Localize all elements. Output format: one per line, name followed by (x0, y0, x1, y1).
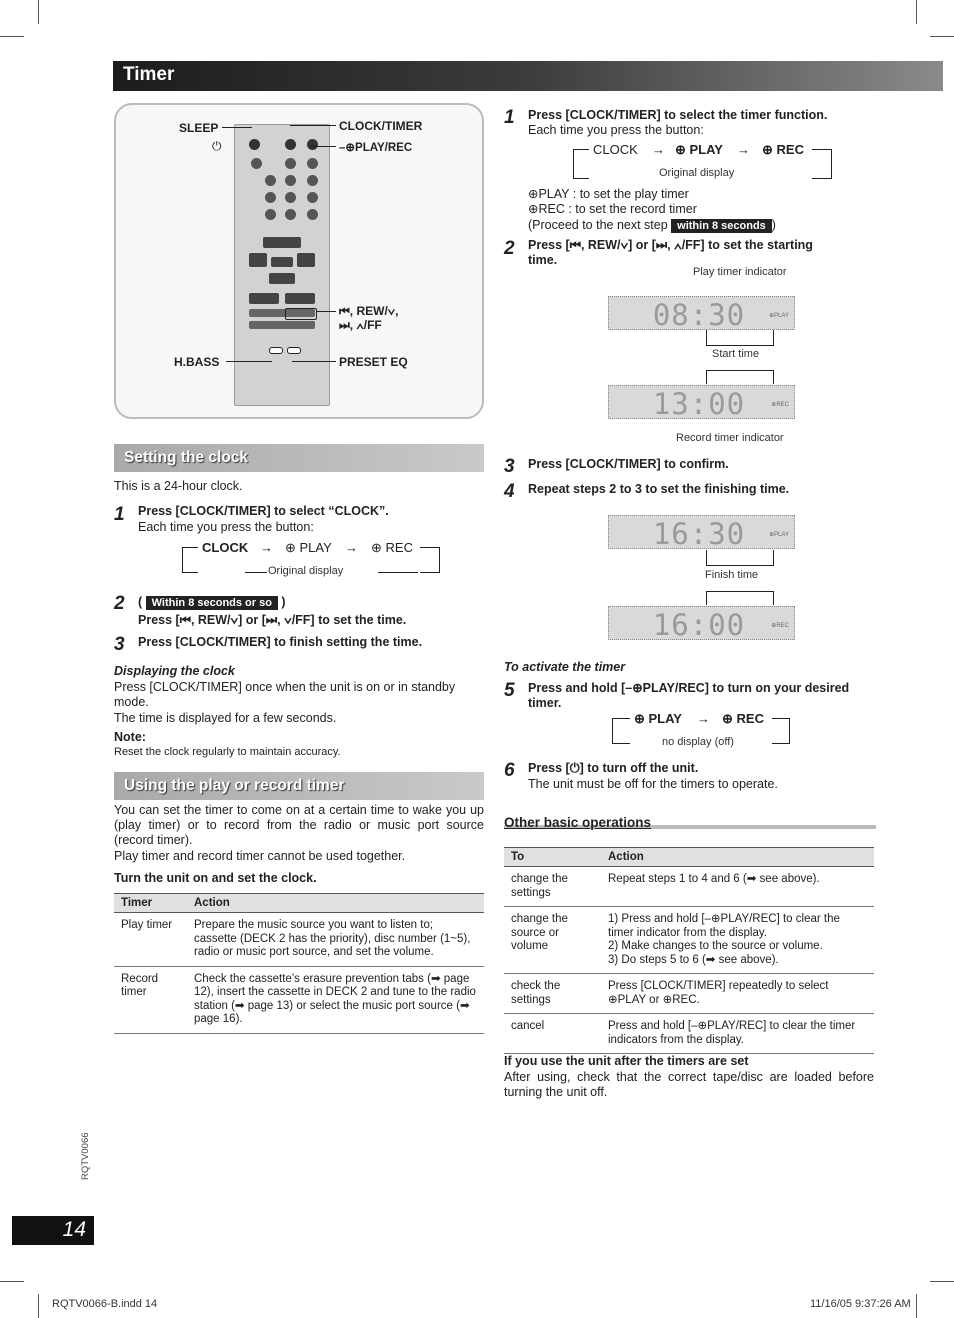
finish-time-label: Finish time (705, 569, 759, 581)
within-8-seconds-chip: within 8 seconds (671, 219, 772, 233)
clock-step2-instruction: Press [⏮, REW/∨] or [⏭, ∨/FF] to set the time. (138, 613, 407, 627)
note-text: Reset the clock regularly to maintain accuracy. (114, 746, 341, 758)
crop-mark (38, 0, 39, 24)
power-button-icon (249, 139, 260, 150)
cycle-clock: CLOCK (202, 540, 249, 555)
footer-timestamp: 11/16/05 9:37:26 AM (810, 1298, 911, 1310)
preset-eq-label: PRESET EQ (339, 355, 408, 369)
start-time-label: Start time (712, 348, 760, 360)
remote-control-illustration (234, 124, 330, 406)
play-rec-label: –⊕PLAY/REC (339, 142, 413, 154)
displaying-clock-text: Press [CLOCK/TIMER] once when the unit is on or in standby mode. (114, 680, 456, 709)
cycle-play: ⊕ PLAY (675, 142, 723, 157)
step-number: 5 (504, 680, 515, 701)
timer-step1-instruction: Press [CLOCK/TIMER] to select the timer function. (528, 108, 828, 122)
play-timer-desc: ⊕PLAY : to set the play timer (528, 187, 689, 201)
original-display-label: Original display (268, 565, 344, 577)
lcd-display: 13:00 ⊕REC (608, 385, 795, 419)
table-row: change the source or volume 1) Press and hold [–⊕PLAY/REC] to clear the timer indicator from the display. 2) Make changes to the source or volume. 3) Do steps 5 to 6 (➡ see above). (504, 907, 874, 974)
record-timer-desc: ⊕REC : to set the record timer (528, 202, 697, 216)
arrow-icon: → (260, 540, 273, 555)
other-basic-operations-heading: Other basic operations (504, 815, 652, 830)
clock-timer-label: CLOCK/TIMER (339, 119, 423, 133)
cd-key (263, 237, 301, 248)
rew-ff-label-2: ⏭, ∧/FF (339, 318, 382, 332)
step-number: 3 (504, 456, 515, 477)
after-timers-text: After using, check that the correct tape/disc are loaded before turning the unit off. (504, 1070, 874, 1099)
lcd-display: 16:30 ⊕PLAY (608, 515, 795, 549)
displaying-clock-heading: Displaying the clock (114, 664, 235, 678)
turn-on-instruction: Turn the unit on and set the clock. (114, 871, 317, 885)
lcd-display: 16:00 ⊕REC (608, 606, 795, 640)
original-display-label: Original display (659, 167, 735, 179)
crop-mark (930, 1281, 954, 1282)
timer-step5-instruction: Press and hold [–⊕PLAY/REC] to turn on your desired timer. (528, 681, 850, 710)
timer-step6-text: The unit must be off for the timers to operate. (528, 777, 778, 791)
play-rec-button-icon (307, 139, 318, 150)
rew-ff-label-1: ⏮, REW/∨, (339, 304, 399, 318)
arrow-icon: → (697, 711, 710, 726)
timer-step3-instruction: Press [CLOCK/TIMER] to confirm. (528, 457, 729, 471)
clock-step3-instruction: Press [CLOCK/TIMER] to finish setting the time. (138, 635, 423, 649)
clock-intro: This is a 24-hour clock. (114, 479, 243, 493)
step-number: 1 (504, 107, 515, 128)
section-heading-play-record: Using the play or record timer (114, 772, 484, 800)
timer-step1-text: Each time you press the button: (528, 123, 704, 137)
cycle-play: ⊕ PLAY (285, 540, 332, 555)
clock-step1-instruction: Press [CLOCK/TIMER] to select “CLOCK”. (138, 504, 389, 518)
sleep-label: SLEEP (179, 121, 219, 135)
note-label: Note: (114, 730, 146, 744)
table-row: check the settings Press [CLOCK/TIMER] repeatedly to select ⊕PLAY or ⊕REC. (504, 974, 874, 1014)
arrow-icon: → (652, 142, 665, 157)
record-timer-indicator-label: Record timer indicator (676, 432, 784, 444)
timer-step2-instruction: Press [⏮, REW/∨] or [⏭, ∧/FF] to set the starting time. (528, 238, 813, 267)
clock-step1-text: Each time you press the button: (138, 520, 314, 534)
crop-mark (0, 1281, 24, 1282)
play-record-note: Play timer and record timer cannot be used together. (114, 849, 406, 863)
activate-timer-heading: To activate the timer (504, 660, 626, 674)
cycle-rec: ⊕ REC (722, 711, 764, 726)
play-timer-indicator-label: Play timer indicator (693, 266, 787, 278)
arrow-icon: → (345, 540, 358, 555)
cycle-rec: ⊕ REC (371, 540, 413, 555)
after-timers-heading: If you use the unit after the timers are set (504, 1054, 749, 1068)
displaying-clock-text2: The time is displayed for a few seconds. (114, 711, 337, 725)
arrow-icon: → (737, 142, 750, 157)
hbass-label: H.BASS (174, 355, 220, 369)
operations-table: To Action change the settings Repeat steps 1 to 4 and 6 (➡ see above). change the source or volume 1) Press and hold [–⊕PLAY/REC] to clear the timer indicator from the display. 2) Make changes to the source or volume. 3) Do steps 5 to 6 (➡ see above). check the settings Press [CLOCK/TIMER] repeatedly to select ⊕PLAY or ⊕REC. cancel Press and hold [–⊕PLAY/REC] to clear the timer indicators from the display. (504, 847, 874, 1054)
play-record-intro: You can set the timer to come on at a certain time to wake you up (play timer) or to record from the radio or music port source (record timer). (114, 803, 484, 847)
table-row: cancel Press and hold [–⊕PLAY/REC] to clear the timer indicators from the display. (504, 1014, 874, 1054)
cycle-rec: ⊕ REC (762, 142, 804, 157)
timer-step4-instruction: Repeat steps 2 to 3 to set the finishing time. (528, 482, 790, 496)
step-number: 2 (114, 593, 125, 614)
crop-mark (916, 1294, 917, 1318)
section-heading-setting-clock: Setting the clock (114, 444, 484, 472)
table-row: Play timer Prepare the music source you want to listen to; cassette (DECK 2 has the priority), disc number (1~5), radio or music port source, and set the volume. (114, 913, 484, 967)
step-number: 3 (114, 634, 125, 655)
crop-mark (916, 0, 917, 24)
power-icon: ⏻ (212, 139, 222, 153)
document-code: RQTV0066 (80, 1132, 91, 1180)
table-row: Record timer Check the cassette’s erasure prevention tabs (➡ page 12), insert the cassette in DECK 2 and tune to the radio station (➡ page 13) or select the music port source (➡ page 16). (114, 966, 484, 1033)
no-display-off-label: no display (off) (662, 736, 734, 748)
footer-filename: RQTV0066-B.indd 14 (52, 1298, 158, 1310)
page-title: Timer (113, 61, 943, 91)
lcd-display: 08:30 ⊕PLAY (608, 296, 795, 330)
cycle-play: ⊕ PLAY (634, 711, 682, 726)
timer-table: Timer Action Play timer Prepare the music source you want to listen to; cassette (DECK 2 has the priority), disc number (1~5), radio or music port source, and set the volume. Record timer Check the cassette’s erasure prevention tabs (➡ page 12), insert the cassette in DECK 2 and tune to the radio station (➡ page 13) or select the music port source (➡ page 16). (114, 893, 484, 1034)
step-number: 2 (504, 238, 515, 259)
crop-mark (38, 1294, 39, 1318)
crop-mark (930, 36, 954, 37)
table-row: change the settings Repeat steps 1 to 4 and 6 (➡ see above). (504, 867, 874, 907)
crop-mark (0, 36, 24, 37)
step-number: 1 (114, 504, 125, 525)
within-8-seconds-chip: Within 8 seconds or so (146, 596, 278, 610)
step-number: 6 (504, 760, 515, 781)
step-number: 4 (504, 481, 515, 502)
timer-step6-instruction: Press [⏻] to turn off the unit. (528, 761, 699, 775)
clock-timer-button-icon (285, 139, 296, 150)
page-number: 14 (12, 1216, 94, 1245)
cycle-clock: CLOCK (593, 142, 638, 157)
